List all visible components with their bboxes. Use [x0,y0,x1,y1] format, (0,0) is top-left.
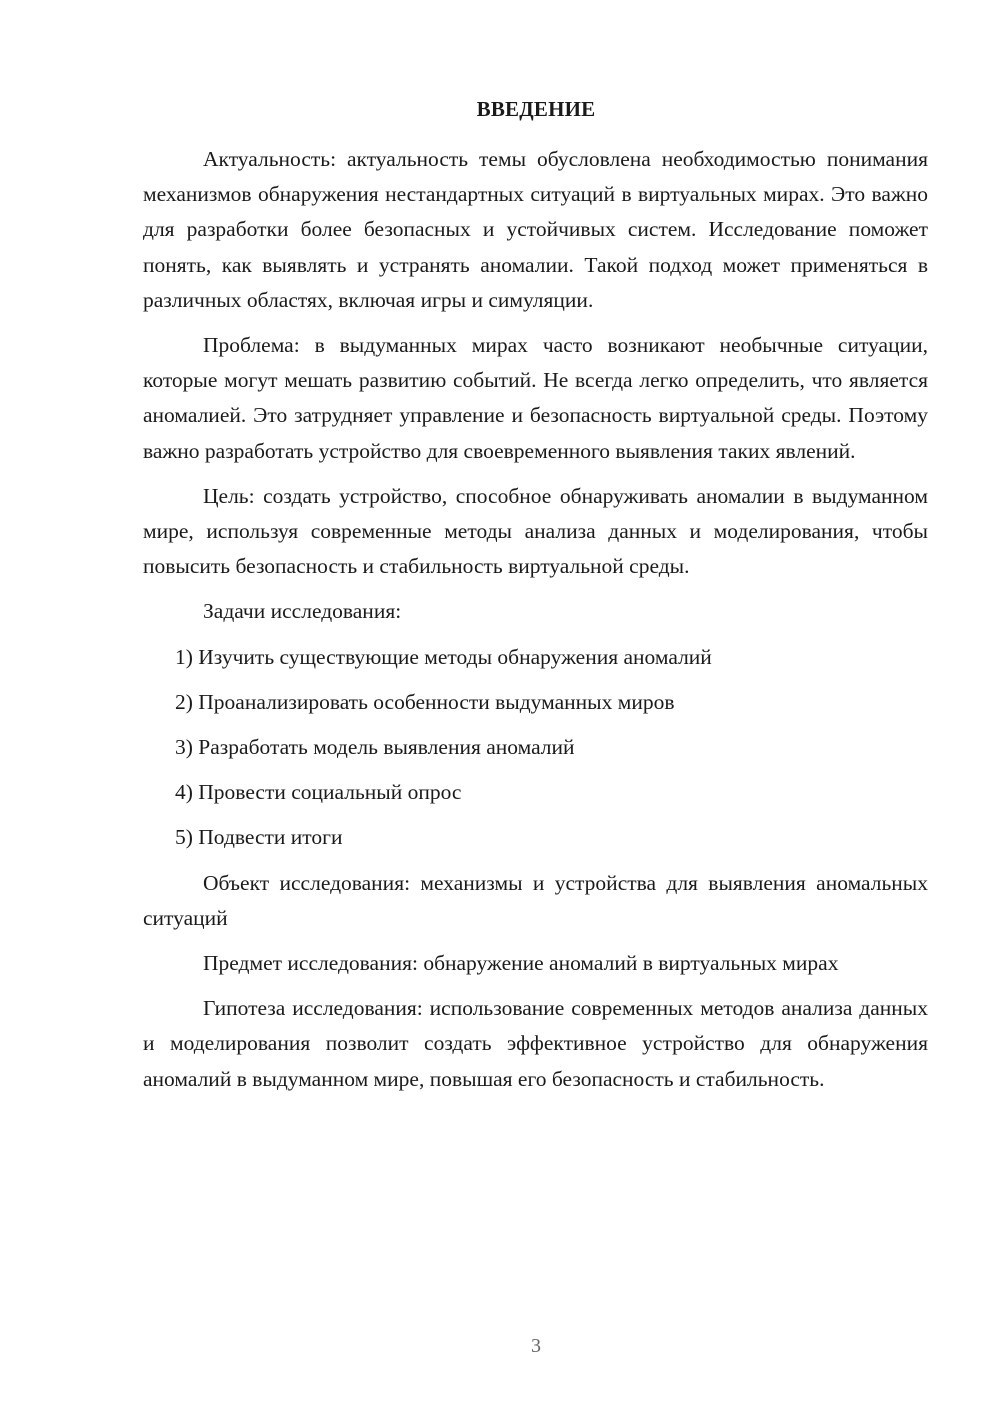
list-item: 5) Подвести итоги [175,825,343,850]
list-item: 4) Провести социальный опрос [175,780,462,805]
paragraph-problem: Проблема: в выдуманных мирах часто возникают необычные ситуации, которые могут мешать развитию событий. Не всегда легко определить, что является аномалией. Это затрудняет управление и безопасность виртуальной среды. Поэтому важно разработать устройство для своевременного выявления таких явлений. [143,333,928,463]
paragraph-object: Объект исследования: механизмы и устройства для выявления аномальных ситуаций [143,870,928,930]
page-number: 3 [531,1335,541,1357]
paragraph-subject: Предмет исследования: обнаружение аномалий в виртуальных мирах [203,951,839,976]
paragraph-goal: Цель: создать устройство, способное обнаруживать аномалии в выдуманном мире, используя современные методы анализа данных и моделирования, чтобы повысить безопасность и стабильность виртуальной среды. [143,483,928,579]
list-item: 3) Разработать модель выявления аномалий [175,735,575,760]
list-item: 1) Изучить существующие методы обнаружения аномалий [175,644,712,669]
tasks-heading: Задачи исследования: [203,599,402,624]
paragraph-relevance: Актуальность: актуальность темы обусловлена необходимостью понимания механизмов обнаружения нестандартных ситуаций в виртуальных мирах. Это важно для разработки более безопасных и устойчивых систем. Исследование поможет понять, как выявлять и устранять аномалии. Такой подход может применяться в различных областях, включая игры и симуляции. [143,147,928,312]
page-title: ВВЕДЕНИЕ [476,97,596,121]
document-body [143,142,928,1107]
paragraph-hypothesis: Гипотеза исследования: использование современных методов анализа данных и моделирования позволит создать эффективное устройство для обнаружения аномалий в выдуманном мире, повышая его безопасность и стабильность. [143,996,928,1091]
list-item: 2) Проанализировать особенности выдуманных миров [175,689,675,714]
tasks-list [143,640,928,856]
